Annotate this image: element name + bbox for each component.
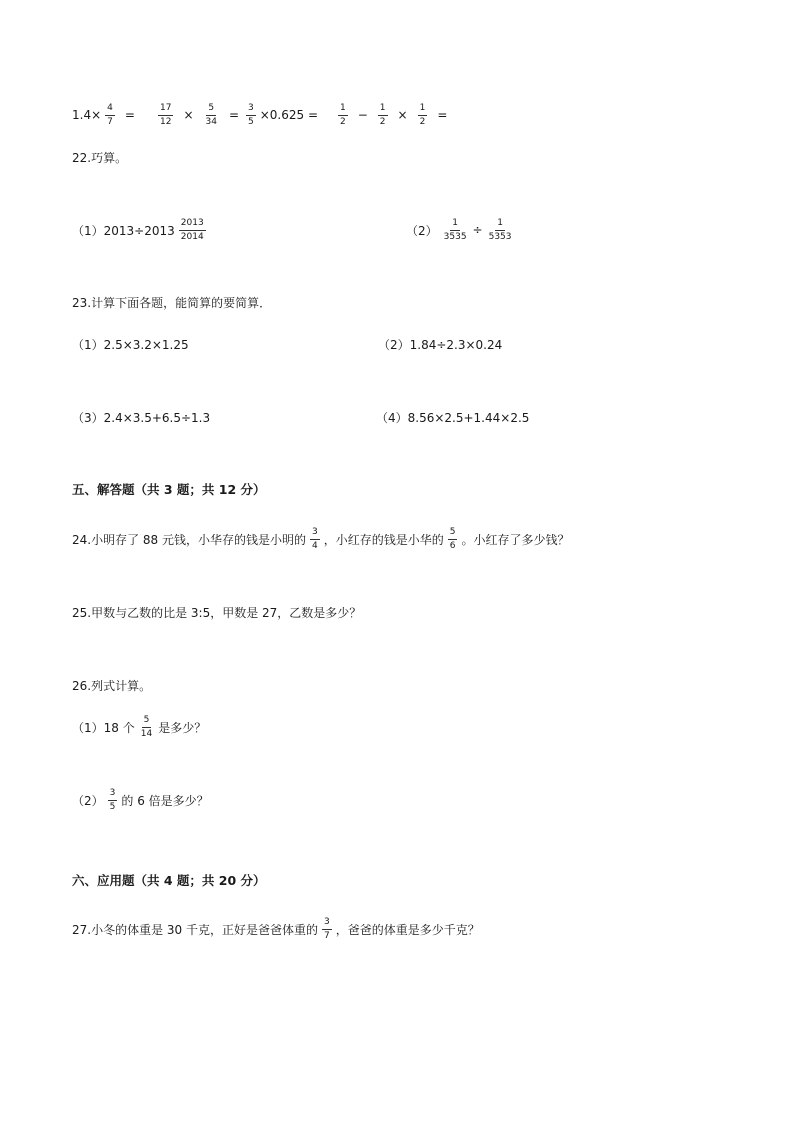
- denominator: 7: [107, 116, 113, 127]
- fraction: [378, 103, 388, 128]
- denominator: 5353: [488, 231, 512, 242]
- numerator: 5: [142, 715, 152, 728]
- operator: −: [357, 108, 368, 122]
- denominator: 5: [109, 801, 116, 812]
- q27-text-1: 27.小冬的体重是 30 千克，正好是爸爸体重的: [72, 922, 318, 937]
- numerator: 5: [448, 527, 458, 540]
- numerator: 4: [105, 103, 115, 116]
- part-prefix: （1）18 个: [72, 720, 135, 735]
- q23-part-4: （4）8.56×2.5+1.44×2.5: [376, 410, 530, 425]
- q22-part-1: [72, 210, 210, 250]
- part-prefix: （2）: [72, 793, 104, 808]
- denominator: 14: [140, 728, 153, 739]
- expression-4: [334, 95, 453, 135]
- numerator: 1: [338, 103, 348, 116]
- denominator: 4: [311, 540, 318, 551]
- question-27: [0, 909, 793, 949]
- section-title: 六、应用题（共 4 题；共 20 分）: [72, 873, 266, 888]
- fraction: [487, 218, 514, 243]
- q27-text-2: ，爸爸的体重是多少千克？: [335, 922, 480, 937]
- fraction: [338, 103, 348, 128]
- section-title: 五、解答题（共 3 题；共 12 分）: [72, 482, 266, 497]
- section-6-heading: [0, 860, 793, 900]
- q22-part-2: [406, 210, 518, 250]
- denominator: 5: [248, 116, 254, 127]
- numerator: 17: [158, 103, 173, 116]
- fraction: [204, 103, 219, 128]
- fraction: [246, 103, 256, 128]
- question-22: [0, 137, 793, 177]
- numerator: 3: [310, 527, 320, 540]
- question-23-row-1: [0, 324, 793, 364]
- question-24: [0, 519, 793, 559]
- denominator: 2: [379, 116, 386, 127]
- q24-text-3: 。小红存了多少钱？: [461, 532, 570, 547]
- fraction: [108, 788, 118, 813]
- part-label: （2）: [406, 223, 438, 238]
- expression-2: [154, 95, 245, 135]
- fraction: [158, 103, 173, 128]
- numerator: 1: [495, 218, 505, 231]
- fraction: [139, 715, 154, 740]
- q24-text-1: 24.小明存了 88 元钱，小华存的钱是小明的: [72, 532, 306, 547]
- question-25: [0, 592, 793, 632]
- denominator: 34: [205, 116, 217, 127]
- question-22-parts: [0, 210, 793, 250]
- question-23: [0, 282, 793, 322]
- question-23-row-2: [0, 397, 793, 437]
- q25-text: 25.甲数与乙数的比是 3:5，甲数是 27，乙数是多少？: [72, 605, 362, 620]
- numerator: 3: [322, 917, 332, 930]
- numerator: 5: [206, 103, 216, 116]
- operator: ×: [183, 108, 194, 122]
- denominator: 2: [419, 116, 426, 127]
- denominator: 2014: [180, 231, 204, 242]
- part-suffix: 的 6 倍是多少？: [121, 793, 209, 808]
- denominator: 2: [340, 116, 346, 127]
- q24-text-2: ，小红存的钱是小华的: [323, 532, 444, 547]
- operator: ×: [397, 108, 408, 122]
- expression-row: [0, 95, 793, 135]
- numerator: 1: [418, 103, 428, 116]
- question-26: [0, 665, 793, 705]
- denominator: 3535: [443, 231, 467, 242]
- fraction: [310, 527, 320, 552]
- part-suffix: 是多少？: [158, 720, 207, 735]
- denominator: 12: [160, 116, 172, 127]
- fraction: [179, 218, 206, 243]
- part-label: （1）2013÷2013: [72, 223, 175, 238]
- numerator: 3: [246, 103, 256, 116]
- question-title: 22.巧算。: [72, 150, 128, 165]
- expr3-suffix: ×0.625 =: [259, 108, 319, 122]
- question-26-part-2: [0, 780, 793, 820]
- expression-1: [72, 95, 141, 135]
- fraction: [442, 218, 469, 243]
- numerator: 1: [378, 103, 388, 116]
- fraction: [105, 103, 115, 128]
- numerator: 3: [108, 788, 118, 801]
- numerator: 2013: [179, 218, 206, 231]
- denominator: 7: [323, 930, 330, 941]
- fraction: [322, 917, 332, 942]
- expr1-prefix: 1.4×: [72, 108, 102, 122]
- equals-sign: =: [124, 108, 135, 122]
- denominator: 6: [449, 540, 456, 551]
- fraction: [418, 103, 428, 128]
- numerator: 1: [450, 218, 460, 231]
- q23-part-3: （3）2.4×3.5+6.5÷1.3: [72, 410, 211, 425]
- equals-sign: =: [437, 108, 448, 122]
- section-5-heading: [0, 469, 793, 509]
- fraction: [448, 527, 458, 552]
- operator: ÷: [472, 223, 483, 237]
- q23-part-2: （2）1.84÷2.3×0.24: [378, 337, 503, 352]
- question-26-part-1: [0, 707, 793, 747]
- question-title: 26.列式计算。: [72, 678, 152, 693]
- question-title: 23.计算下面各题，能简算的要简算．: [72, 295, 272, 310]
- expression-3: [242, 95, 318, 135]
- equals-sign: =: [228, 108, 240, 122]
- q23-part-1: （1）2.5×3.2×1.25: [72, 337, 189, 352]
